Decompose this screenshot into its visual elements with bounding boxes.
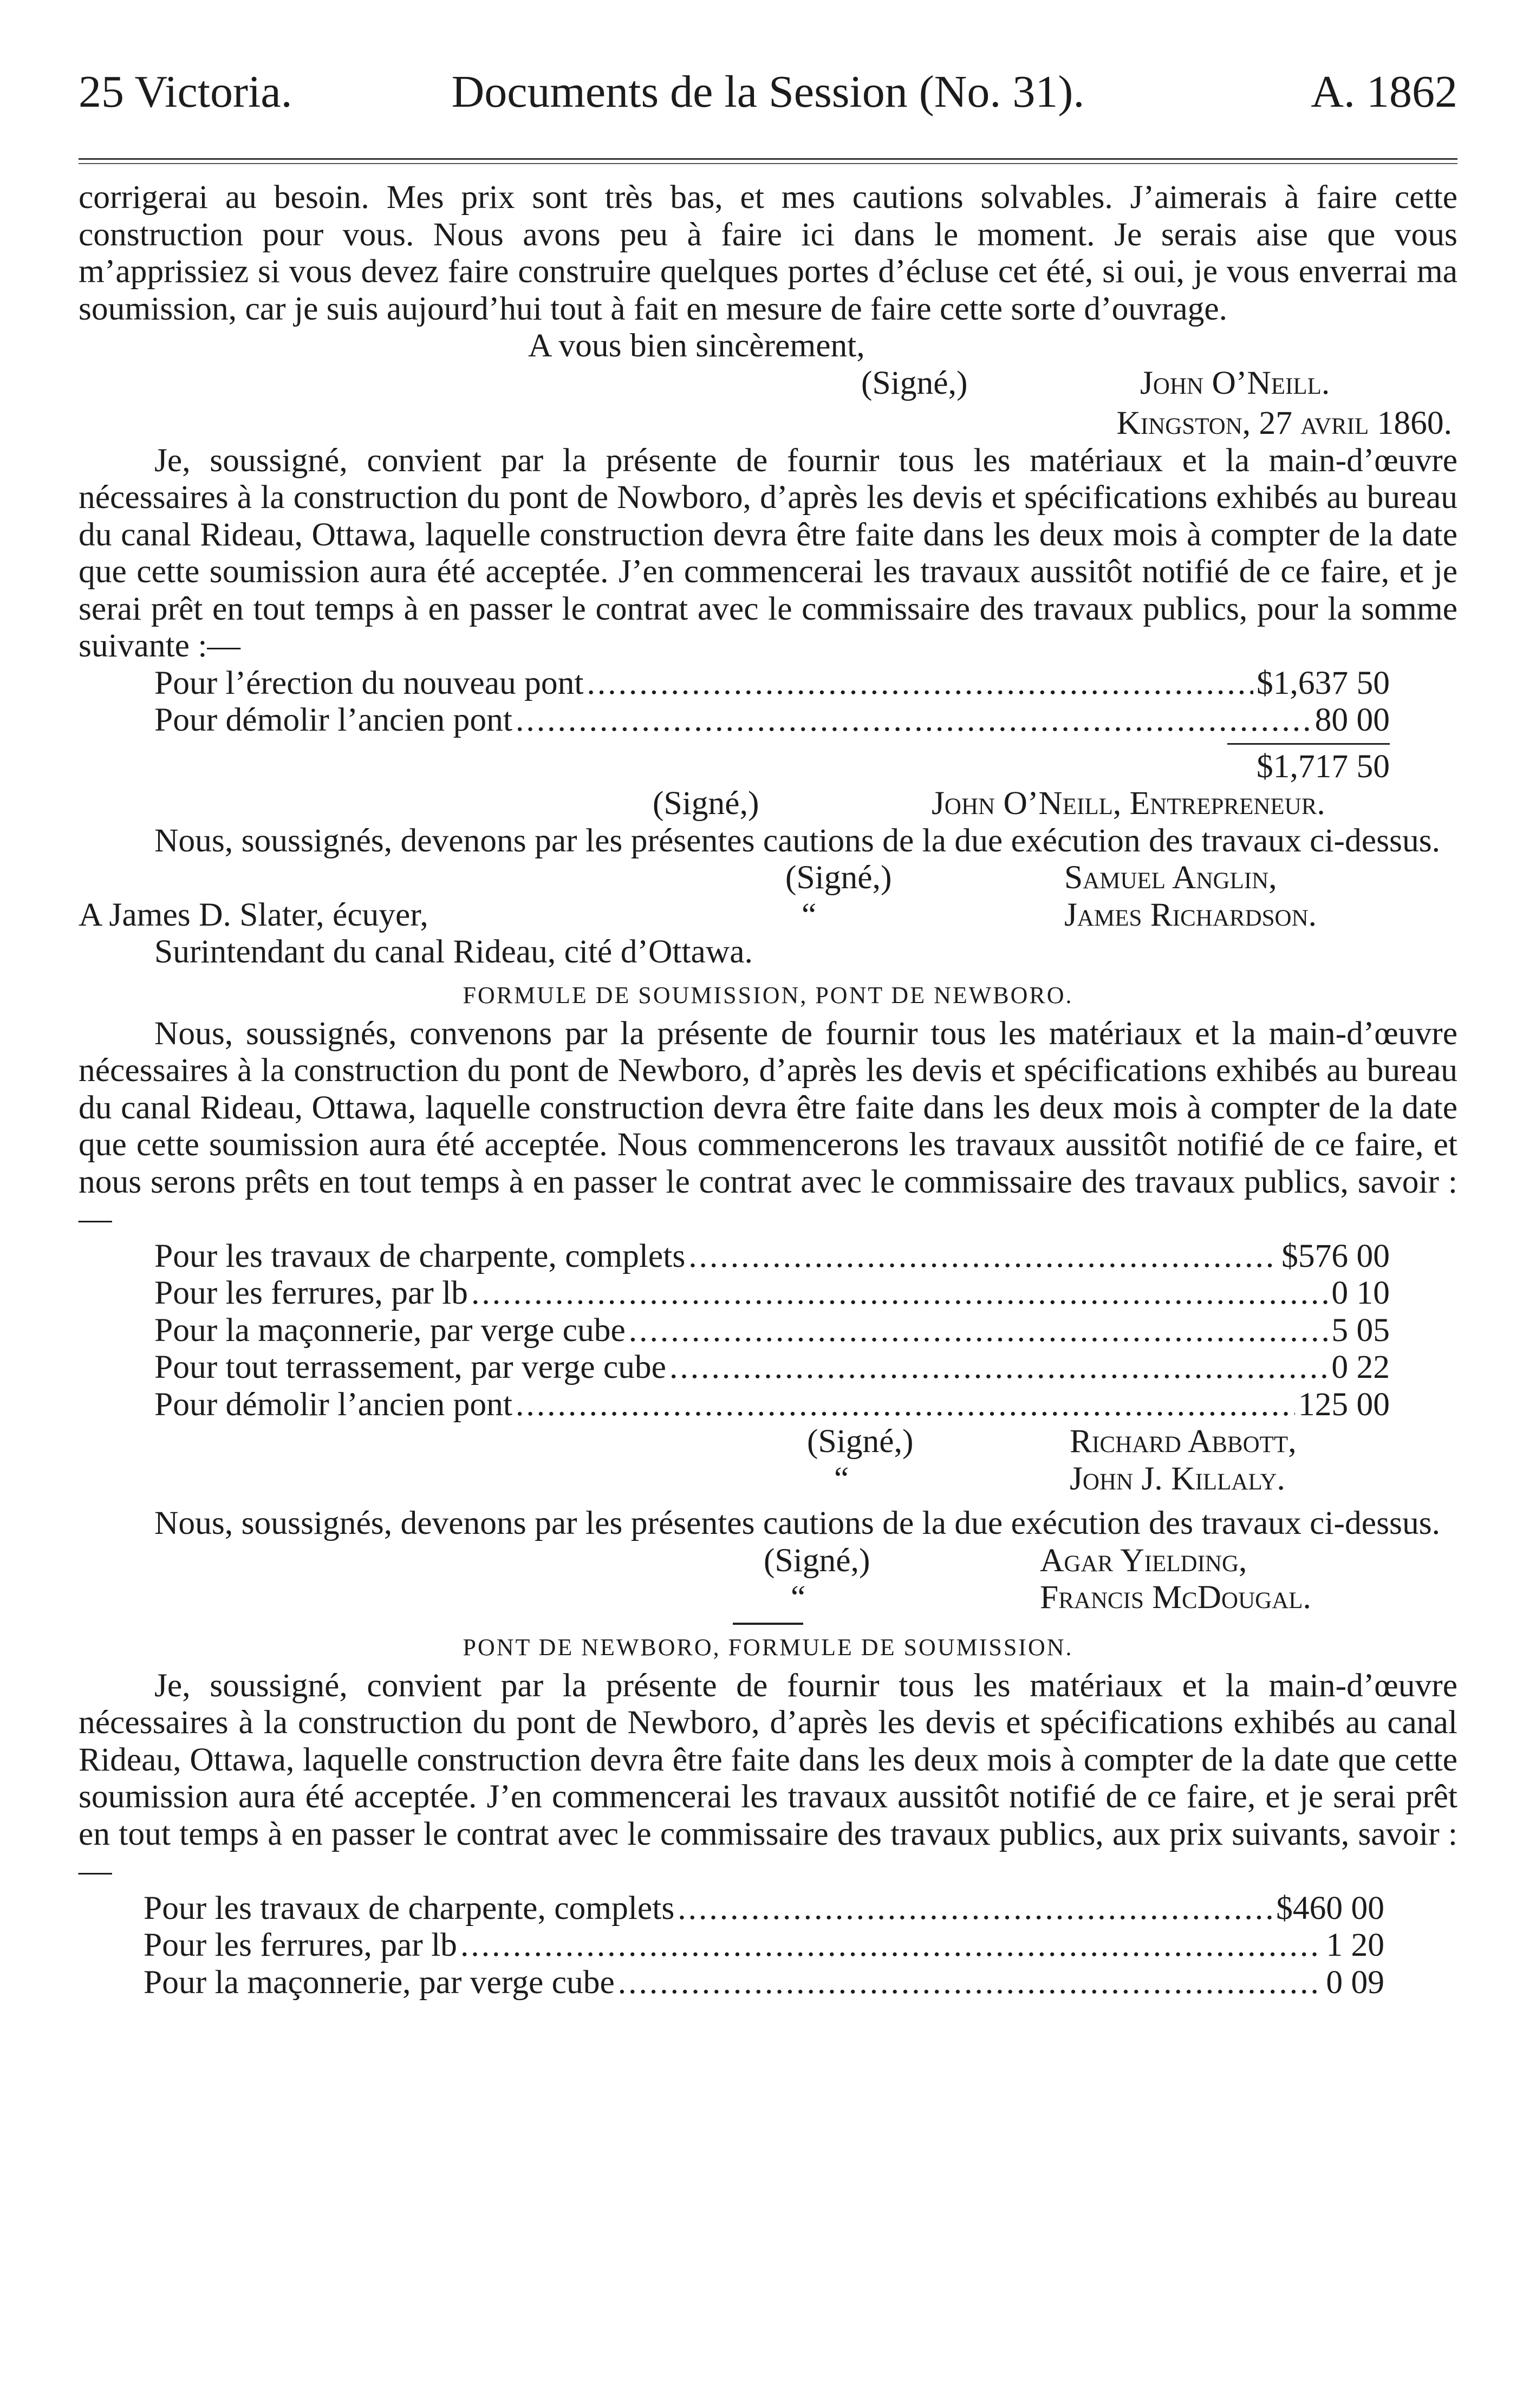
item-label: Pour l’érection du nouveau pont xyxy=(154,664,584,701)
header-year: A. 1862 xyxy=(1311,67,1457,117)
leader-dots xyxy=(587,665,1253,702)
ditto-mark: “ xyxy=(834,1460,849,1497)
line-item xyxy=(154,1238,1390,1275)
tender1-signature xyxy=(79,785,1457,822)
section-divider xyxy=(733,1623,803,1625)
leader-dots xyxy=(669,1349,1328,1386)
item-amount: 0 09 xyxy=(1326,1963,1384,2001)
item-amount: $576 00 xyxy=(1281,1237,1390,1274)
item-label: Pour tout terrassement, par verge cube xyxy=(154,1349,666,1385)
signe-label: (Signé,) xyxy=(785,859,892,896)
signe-label: (Signé,) xyxy=(653,785,759,822)
sum-rule xyxy=(1227,743,1390,745)
tender1-items xyxy=(79,665,1457,739)
leader-dots xyxy=(678,1890,1273,1927)
line-item xyxy=(154,1349,1390,1386)
signer-name: John O’Neill. xyxy=(1140,364,1330,401)
signe-label: (Signé,) xyxy=(861,364,968,401)
letter-signature xyxy=(79,365,1457,402)
header-rule xyxy=(79,158,1457,160)
ditto-mark: “ xyxy=(802,896,817,933)
line-item xyxy=(144,1927,1384,1964)
header-rule-thin xyxy=(79,163,1457,164)
item-amount: 0 22 xyxy=(1331,1349,1390,1385)
item-amount: $460 00 xyxy=(1276,1889,1384,1927)
line-item xyxy=(154,1386,1390,1423)
line-item xyxy=(154,701,1390,739)
header-volume: 25 Victoria. xyxy=(79,67,292,117)
leader-dots xyxy=(629,1312,1329,1349)
tender2-signature xyxy=(79,1423,1457,1460)
sureties-signature-2 xyxy=(79,1579,1457,1616)
tender2-items xyxy=(79,1238,1457,1423)
leader-dots xyxy=(516,701,1312,739)
item-amount: 125 00 xyxy=(1298,1385,1390,1423)
item-amount: $1,637 50 xyxy=(1257,664,1390,701)
item-label: Pour les ferrures, par lb xyxy=(154,1274,468,1311)
signer-name: John O’Neill, Entrepreneur. xyxy=(932,785,1325,822)
line-item xyxy=(144,1964,1384,2001)
leader-dots xyxy=(618,1964,1323,2001)
item-label: Pour les ferrures, par lb xyxy=(144,1927,457,1963)
item-amount: 80 00 xyxy=(1314,701,1390,738)
place-date: Kingston, 27 avril 1860. xyxy=(1116,405,1452,441)
signe-label: (Signé,) xyxy=(764,1541,870,1579)
signer-name: John J. Killaly. xyxy=(1070,1460,1285,1497)
item-label: Pour démolir l’ancien pont xyxy=(154,701,512,738)
line-item xyxy=(144,1890,1384,1927)
line-item xyxy=(154,1274,1390,1312)
tender3-items xyxy=(79,1890,1457,2001)
tender1-paragraph: Je, soussigné, convient par la présente de fournir tous les matériaux et la main-d’œuvre nécessaires à la construction du pont de Nowboro, d’après les devis et spécifications exhibés au bureau du canal Rideau, Ottawa, laquelle construction devra être faite dans les deux mois à compter de la date que cette soumission aura été acceptée. J’en commencerai les travaux aussitôt notifié de ce faire, et je serai prêt en tout temps à en passer le contrat avec le commissaire des travaux publics, pour la somme suivante :— xyxy=(79,441,1457,664)
ditto-mark: “ xyxy=(791,1579,806,1616)
line-item xyxy=(154,665,1390,702)
leader-dots xyxy=(471,1274,1328,1312)
tender2-paragraph: Nous, soussignés, convenons par la présente de fournir tous les matériaux et la main-d’œuvre nécessaires à la construction du pont de Newboro, d’après les devis et spécifications exhibés au bureau du canal Rideau, Ottawa, laquelle construction devra être faite dans les deux mois à compter de la date que cette soumission aura été acceptée. Nous commencerons les travaux aussitôt notifié de ce faire, et nous serons prêts en tout temps à en passer le contrat avec le commissaire des travaux publics, savoir :— xyxy=(79,1014,1457,1237)
line-item xyxy=(154,1312,1390,1349)
surety-name: Francis McDougal. xyxy=(1040,1579,1311,1616)
item-amount: 5 05 xyxy=(1331,1311,1390,1349)
sureties-paragraph: Nous, soussignés, devenons par les présentes cautions de la due exécution des travaux ci-dessus. xyxy=(154,822,1440,859)
header-title: Documents de la Session (No. 31). xyxy=(451,67,1085,117)
surety-name: Samuel Anglin, xyxy=(1064,859,1277,896)
signer-name: Richard Abbott, xyxy=(1070,1423,1297,1460)
item-label: Pour la maçonnerie, par verge cube xyxy=(154,1311,626,1349)
leader-dots xyxy=(460,1927,1323,1964)
addressee-title: Surintendant du canal Rideau, cité d’Ottawa. xyxy=(154,933,753,970)
sureties-signature xyxy=(79,859,1457,896)
item-amount: 0 10 xyxy=(1331,1274,1390,1311)
tender3-paragraph: Je, soussigné, convient par la présente de fournir tous les matériaux et la main-d’œuvre nécessaires à la construction du pont de Newboro, d’après les devis et spécifications exhibés au canal Rideau, Ottawa, laquelle construction devra être faite dans les deux mois à compter de la date que cette soumission aura été acceptée. J’en commencerai les travaux aussitôt notifié de ce faire, et je serai prêt en tout temps à en passer le contrat avec le commissaire des travaux publics, aux prix suivants, savoir :— xyxy=(79,1667,1457,1889)
item-label: Pour la maçonnerie, par verge cube xyxy=(144,1963,615,2001)
sureties-signature xyxy=(79,1542,1457,1579)
addressee: A James D. Slater, écuyer, xyxy=(79,896,428,933)
leader-dots xyxy=(516,1386,1295,1423)
sureties-paragraph: Nous, soussignés, devenons par les présentes cautions de la due exécution des travaux ci-dessus. xyxy=(154,1505,1440,1541)
surety-name: James Richardson. xyxy=(1064,896,1317,933)
leader-dots xyxy=(688,1238,1278,1275)
letter-closing: A vous bien sincèrement, xyxy=(528,327,865,364)
item-label: Pour les travaux de charpente, complets xyxy=(144,1889,675,1927)
section-heading: FORMULE DE SOUMISSION, PONT DE NEWBORO. xyxy=(463,981,1073,1008)
addressee-row xyxy=(79,896,1457,934)
item-label: Pour démolir l’ancien pont xyxy=(154,1385,512,1423)
letter-paragraph: corrigerai au besoin. Mes prix sont très bas, et mes cautions solvables. J’aimerais à faire cette construction pour vous. Nous avons peu à faire ici dans le moment. Je serais aise que vous m’apprissiez si vous devez faire construire quelques portes d’écluse cet été, si oui, je vous enverrai ma soumission, car je suis aujourd’hui tout à fait en mesure de faire cette sorte d’ouvrage. xyxy=(79,179,1457,327)
page-body xyxy=(79,179,1457,2001)
signe-label: (Signé,) xyxy=(807,1423,914,1460)
item-label: Pour les travaux de charpente, complets xyxy=(154,1237,686,1274)
section-heading: PONT DE NEWBORO, FORMULE DE SOUMISSION. xyxy=(463,1633,1073,1661)
surety-name: Agar Yielding, xyxy=(1040,1541,1247,1579)
tender2-signature-2 xyxy=(79,1460,1457,1498)
item-amount: 1 20 xyxy=(1326,1927,1384,1963)
total-amount: $1,717 50 xyxy=(1257,747,1390,785)
